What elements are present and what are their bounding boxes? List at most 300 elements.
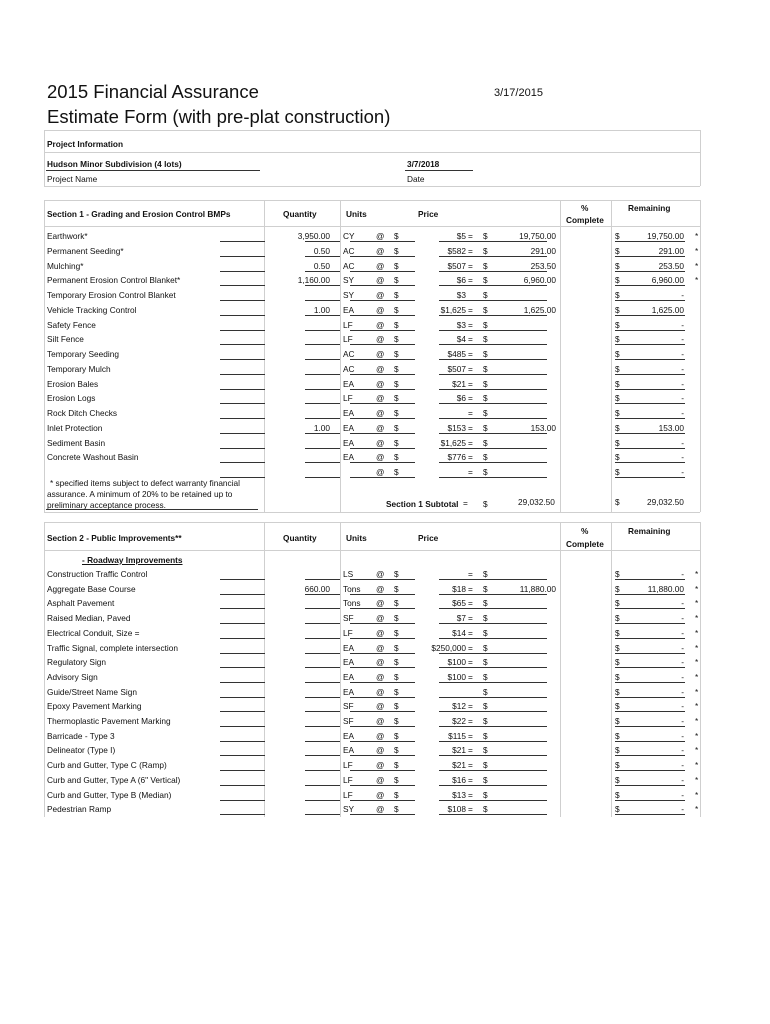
unit-price-cell: $12 <box>452 701 466 712</box>
unit-cell: EA <box>343 408 355 418</box>
unit-price-cell: $65 <box>452 598 466 609</box>
unit-price-cell: $100 <box>447 671 466 682</box>
amount-dollar: $ <box>483 730 488 741</box>
equals-sign: = <box>468 467 473 477</box>
table-row <box>44 757 700 771</box>
section1-subtotal-remaining-dollar: $ <box>615 497 620 507</box>
line-item-name: Temporary Mulch <box>47 363 111 374</box>
line-item-name: Raised Median, Paved <box>47 613 131 624</box>
remaining-dollar: $ <box>615 774 620 785</box>
table-row <box>44 610 700 624</box>
unit-cell: LF <box>343 627 353 638</box>
at-sign: @ <box>376 701 385 712</box>
warranty-asterisk: * <box>695 745 699 756</box>
price-dollar: $ <box>394 686 399 697</box>
remaining-cell: - <box>681 378 684 389</box>
price-dollar: $ <box>394 378 399 389</box>
amount-dollar: $ <box>483 789 488 800</box>
unit-cell: LF <box>343 393 353 404</box>
amount-dollar: $ <box>483 231 488 241</box>
line-item-name: Permanent Erosion Control Blanket* <box>47 275 181 286</box>
section2-col-remaining: Remaining <box>628 526 671 536</box>
section1-col-remaining: Remaining <box>628 203 671 213</box>
remaining-dollar: $ <box>615 378 620 389</box>
remaining-cell: - <box>681 789 684 800</box>
unit-price-cell: $21 <box>452 745 466 756</box>
table-row <box>44 772 700 786</box>
warranty-note-line2: assurance. A minimum of 20% to be retained up to <box>47 489 233 499</box>
at-sign: @ <box>376 408 385 418</box>
unit-cell: AC <box>343 260 355 271</box>
at-sign: @ <box>376 569 385 579</box>
at-sign: @ <box>376 730 385 741</box>
section2-col-units: Units <box>346 533 367 543</box>
line-item-name: Barricade - Type 3 <box>47 730 115 741</box>
remaining-dollar: $ <box>615 760 620 771</box>
section2-col-price: Price <box>418 533 439 543</box>
warranty-asterisk: * <box>695 730 699 741</box>
equals-sign: = <box>468 671 473 682</box>
quantity-cell[interactable]: 1.00 <box>313 422 330 433</box>
quantity-cell[interactable]: 1.00 <box>313 304 330 315</box>
amount-dollar: $ <box>483 627 488 638</box>
project-date-label: Date <box>407 174 425 184</box>
unit-price-cell: $22 <box>452 716 466 726</box>
price-dollar: $ <box>394 452 399 463</box>
unit-price-cell: $4 <box>456 334 466 345</box>
table-row <box>44 272 700 286</box>
table-row <box>44 302 700 316</box>
equals-sign: = <box>468 304 473 315</box>
price-dollar: $ <box>394 716 399 726</box>
unit-cell: EA <box>343 730 355 741</box>
table-row <box>44 228 700 242</box>
equals-sign: = <box>468 730 473 741</box>
amount-dollar: $ <box>483 613 488 624</box>
line-item-name: Erosion Bales <box>47 378 99 389</box>
warranty-asterisk: * <box>695 613 699 624</box>
warranty-asterisk: * <box>695 804 699 815</box>
table-row <box>44 361 700 375</box>
amount-dollar: $ <box>483 349 488 359</box>
unit-cell: SY <box>343 290 355 300</box>
amount-dollar: $ <box>483 716 488 726</box>
warranty-asterisk: * <box>695 275 699 286</box>
unit-price-cell: $6 <box>456 275 466 286</box>
table-row <box>44 346 700 360</box>
table-row <box>44 801 700 815</box>
table-row <box>44 684 700 698</box>
unit-price-cell: $776 <box>447 452 466 463</box>
price-dollar: $ <box>394 642 399 653</box>
remaining-cell: - <box>681 627 684 638</box>
at-sign: @ <box>376 774 385 785</box>
section2-col-quantity: Quantity <box>283 533 317 543</box>
remaining-cell: - <box>681 598 684 609</box>
remaining-dollar: $ <box>615 260 620 271</box>
at-sign: @ <box>376 598 385 609</box>
amount-dollar: $ <box>483 260 488 271</box>
table-row <box>44 390 700 404</box>
amount-dollar: $ <box>483 408 488 418</box>
table-row <box>44 464 700 478</box>
price-dollar: $ <box>394 569 399 579</box>
amount-dollar: $ <box>483 245 488 256</box>
unit-price-cell: $485 <box>447 349 466 359</box>
warranty-asterisk: * <box>695 774 699 785</box>
section1-subtotal-remaining: 29,032.50 <box>647 497 684 507</box>
price-dollar: $ <box>394 701 399 712</box>
quantity-cell[interactable]: 3,950.00 <box>297 231 330 241</box>
unit-price-cell: $7 <box>456 613 466 624</box>
equals-sign: = <box>468 569 473 579</box>
remaining-cell: - <box>681 804 684 815</box>
remaining-dollar: $ <box>615 363 620 374</box>
remaining-cell: - <box>681 408 684 418</box>
amount-dollar: $ <box>483 701 488 712</box>
remaining-cell: 153.00 <box>658 422 684 433</box>
warranty-asterisk: * <box>695 598 699 609</box>
warranty-asterisk: * <box>695 686 699 697</box>
at-sign: @ <box>376 627 385 638</box>
remaining-dollar: $ <box>615 452 620 463</box>
unit-cell: EA <box>343 686 355 697</box>
equals-sign: = <box>468 349 473 359</box>
unit-cell: EA <box>343 657 355 668</box>
remaining-cell: 1,625.00 <box>651 304 684 315</box>
unit-price-cell: $21 <box>452 378 466 389</box>
line-item-name: Regulatory Sign <box>47 657 107 668</box>
price-dollar: $ <box>394 290 399 300</box>
table-row <box>44 669 700 683</box>
price-dollar: $ <box>394 657 399 668</box>
warranty-asterisk: * <box>695 716 699 726</box>
equals-sign: = <box>468 245 473 256</box>
warranty-asterisk: * <box>695 627 699 638</box>
remaining-dollar: $ <box>615 569 620 579</box>
quantity-cell[interactable]: 0.50 <box>313 245 330 256</box>
remaining-cell: - <box>681 745 684 756</box>
equals-sign: = <box>468 716 473 726</box>
warranty-asterisk: * <box>695 569 699 579</box>
at-sign: @ <box>376 642 385 653</box>
amount-dollar: $ <box>483 745 488 756</box>
remaining-cell: - <box>681 730 684 741</box>
table-row <box>44 787 700 801</box>
line-item-name: Earthwork* <box>47 231 88 241</box>
at-sign: @ <box>376 260 385 271</box>
price-dollar: $ <box>394 627 399 638</box>
unit-cell: Tons <box>343 583 361 594</box>
remaining-dollar: $ <box>615 686 620 697</box>
at-sign: @ <box>376 393 385 404</box>
line-item-name: Vehicle Tracking Control <box>47 304 137 315</box>
unit-price-cell: $14 <box>452 627 466 638</box>
section1-col-price: Price <box>418 209 439 219</box>
section1-col-units: Units <box>346 209 367 219</box>
amount-dollar: $ <box>483 686 488 697</box>
warranty-asterisk: * <box>695 231 699 241</box>
remaining-cell: 253.50 <box>658 260 684 271</box>
unit-cell: EA <box>343 745 355 756</box>
warranty-asterisk: * <box>695 260 699 271</box>
equals-sign: = <box>468 260 473 271</box>
at-sign: @ <box>376 716 385 726</box>
remaining-dollar: $ <box>615 583 620 594</box>
price-dollar: $ <box>394 804 399 815</box>
warranty-asterisk: * <box>695 760 699 771</box>
unit-cell: LS <box>343 569 354 579</box>
at-sign: @ <box>376 363 385 374</box>
equals-sign: = <box>468 642 473 653</box>
amount-dollar: $ <box>483 334 488 345</box>
at-sign: @ <box>376 804 385 815</box>
equals-sign: = <box>468 613 473 624</box>
remaining-dollar: $ <box>615 745 620 756</box>
line-item-name: Permanent Seeding* <box>47 245 124 256</box>
unit-cell: AC <box>343 349 355 359</box>
warranty-asterisk: * <box>695 671 699 682</box>
remaining-cell: - <box>681 671 684 682</box>
line-item-name: Pedestrian Ramp <box>47 804 112 815</box>
price-dollar: $ <box>394 598 399 609</box>
unit-price-cell: $5 <box>456 231 466 241</box>
project-info-heading: Project Information <box>47 139 124 149</box>
remaining-dollar: $ <box>615 304 620 315</box>
price-dollar: $ <box>394 275 399 286</box>
remaining-dollar: $ <box>615 437 620 448</box>
remaining-dollar: $ <box>615 275 620 286</box>
at-sign: @ <box>376 467 385 477</box>
remaining-cell: - <box>681 657 684 668</box>
project-date-value[interactable]: 3/7/2018 <box>407 159 440 169</box>
line-item-name: Temporary Erosion Control Blanket <box>47 290 176 300</box>
remaining-cell: - <box>681 701 684 712</box>
section1-title: Section 1 - Grading and Erosion Control BMPs <box>47 209 231 219</box>
unit-cell: SF <box>343 716 354 726</box>
equals-sign: = <box>468 701 473 712</box>
remaining-dollar: $ <box>615 319 620 330</box>
table-row <box>44 728 700 742</box>
remaining-cell: - <box>681 642 684 653</box>
section1-subtotal-dollar: $ <box>483 499 488 509</box>
table-row <box>44 331 700 345</box>
line-item-name: Rock Ditch Checks <box>47 408 118 418</box>
line-item-name: Asphalt Pavement <box>47 598 115 609</box>
amount-dollar: $ <box>483 774 488 785</box>
line-item-name: Temporary Seeding <box>47 349 119 359</box>
unit-price-cell: $507 <box>447 363 466 374</box>
table-row <box>44 317 700 331</box>
quantity-cell[interactable]: 660.00 <box>304 583 330 594</box>
remaining-cell: - <box>681 760 684 771</box>
amount-dollar: $ <box>483 422 488 433</box>
price-dollar: $ <box>394 304 399 315</box>
price-dollar: $ <box>394 408 399 418</box>
form-revision-date: 3/17/2015 <box>494 87 543 99</box>
unit-cell: AC <box>343 245 355 256</box>
line-item-name: Curb and Gutter, Type B (Median) <box>47 789 172 800</box>
quantity-cell[interactable]: 1,160.00 <box>297 275 330 286</box>
project-name-value[interactable]: Hudson Minor Subdivision (4 lots) <box>47 159 182 169</box>
unit-cell: LF <box>343 760 353 771</box>
at-sign: @ <box>376 671 385 682</box>
remaining-dollar: $ <box>615 642 620 653</box>
line-item-name: Erosion Logs <box>47 393 96 404</box>
amount-dollar: $ <box>483 452 488 463</box>
table-row <box>44 258 700 272</box>
equals-sign: = <box>468 804 473 815</box>
line-item-name: Guide/Street Name Sign <box>47 686 137 697</box>
at-sign: @ <box>376 657 385 668</box>
amount-dollar: $ <box>483 304 488 315</box>
table-row <box>44 698 700 712</box>
line-item-name: Electrical Conduit, Size = <box>47 627 140 638</box>
remaining-dollar: $ <box>615 290 620 300</box>
remaining-cell: - <box>681 349 684 359</box>
unit-cell: LF <box>343 319 353 330</box>
remaining-cell: - <box>681 319 684 330</box>
price-dollar: $ <box>394 760 399 771</box>
warranty-asterisk: * <box>695 583 699 594</box>
remaining-dollar: $ <box>615 804 620 815</box>
equals-sign: = <box>468 657 473 668</box>
unit-cell: LF <box>343 789 353 800</box>
remaining-dollar: $ <box>615 334 620 345</box>
unit-price-cell: $153 <box>447 422 466 433</box>
equals-sign: = <box>468 437 473 448</box>
equals-sign: = <box>468 408 473 418</box>
at-sign: @ <box>376 349 385 359</box>
line-item-name: Inlet Protection <box>47 422 103 433</box>
remaining-dollar: $ <box>615 671 620 682</box>
amount-dollar: $ <box>483 569 488 579</box>
quantity-cell[interactable]: 0.50 <box>313 260 330 271</box>
table-row <box>44 287 700 301</box>
remaining-cell: 11,880.00 <box>647 583 684 594</box>
price-dollar: $ <box>394 467 399 477</box>
unit-cell: SF <box>343 701 354 712</box>
at-sign: @ <box>376 686 385 697</box>
remaining-cell: - <box>681 393 684 404</box>
amount-dollar: $ <box>483 290 488 300</box>
remaining-cell: - <box>681 334 684 345</box>
amount-dollar: $ <box>483 760 488 771</box>
equals-sign: = <box>468 452 473 463</box>
line-item-name: Curb and Gutter, Type C (Ramp) <box>47 760 167 771</box>
remaining-cell: - <box>681 290 684 300</box>
warranty-asterisk: * <box>695 789 699 800</box>
warranty-asterisk: * <box>695 245 699 256</box>
remaining-cell: - <box>681 452 684 463</box>
warranty-asterisk: * <box>695 657 699 668</box>
table-row <box>44 654 700 668</box>
amount-dollar: $ <box>483 437 488 448</box>
equals-sign: = <box>468 393 473 404</box>
unit-price-cell: $1,625 <box>440 437 466 448</box>
price-dollar: $ <box>394 422 399 433</box>
amount-dollar: $ <box>483 804 488 815</box>
unit-price-cell: $1,625 <box>440 304 466 315</box>
unit-cell: LF <box>343 334 353 345</box>
equals-sign: = <box>468 422 473 433</box>
amount-dollar: $ <box>483 642 488 653</box>
remaining-dollar: $ <box>615 393 620 404</box>
at-sign: @ <box>376 319 385 330</box>
price-dollar: $ <box>394 393 399 404</box>
table-row <box>44 405 700 419</box>
price-dollar: $ <box>394 363 399 374</box>
remaining-dollar: $ <box>615 716 620 726</box>
unit-price-cell: $18 <box>452 583 466 594</box>
unit-price-cell: $3 <box>456 319 466 330</box>
equals-sign: = <box>468 275 473 286</box>
amount-dollar: $ <box>483 671 488 682</box>
remaining-dollar: $ <box>615 657 620 668</box>
price-dollar: $ <box>394 583 399 594</box>
unit-price-cell: $21 <box>452 760 466 771</box>
amount-cell: 291.00 <box>530 245 556 256</box>
line-item-name: Advisory Sign <box>47 671 98 682</box>
at-sign: @ <box>376 231 385 241</box>
at-sign: @ <box>376 290 385 300</box>
section1-subtotal-label: Section 1 Subtotal <box>386 499 459 509</box>
table-row <box>44 566 700 580</box>
unit-cell: EA <box>343 304 355 315</box>
at-sign: @ <box>376 378 385 389</box>
remaining-cell: - <box>681 363 684 374</box>
unit-cell: Tons <box>343 598 361 609</box>
amount-dollar: $ <box>483 319 488 330</box>
remaining-cell: - <box>681 686 684 697</box>
equals-sign: = <box>468 627 473 638</box>
section1-subtotal-amount: 29,032.50 <box>518 497 555 507</box>
amount-cell: 1,625.00 <box>523 304 556 315</box>
unit-cell: SF <box>343 613 354 624</box>
unit-price-cell: $3 <box>456 290 466 300</box>
at-sign: @ <box>376 304 385 315</box>
equals-sign: = <box>468 319 473 330</box>
price-dollar: $ <box>394 437 399 448</box>
unit-cell: EA <box>343 378 355 389</box>
amount-cell: 19,750.00 <box>519 231 556 241</box>
unit-price-cell: $582 <box>447 245 466 256</box>
line-item-name: Concrete Washout Basin <box>47 452 139 463</box>
remaining-cell: - <box>681 467 684 477</box>
price-dollar: $ <box>394 245 399 256</box>
amount-cell: 153.00 <box>530 422 556 433</box>
section2-title: Section 2 - Public Improvements** <box>47 533 182 543</box>
roadway-improvements-subheader: - Roadway Improvements <box>82 555 183 565</box>
section1-col-pct: % <box>581 203 589 213</box>
unit-price-cell: $115 <box>448 730 466 741</box>
table-row <box>44 420 700 434</box>
at-sign: @ <box>376 437 385 448</box>
remaining-dollar: $ <box>615 349 620 359</box>
section2-col-complete: Complete <box>566 539 604 549</box>
warranty-asterisk: * <box>695 701 699 712</box>
price-dollar: $ <box>394 789 399 800</box>
at-sign: @ <box>376 760 385 771</box>
unit-cell: LF <box>343 774 353 785</box>
at-sign: @ <box>376 745 385 756</box>
line-item-name: Construction Traffic Control <box>47 569 148 579</box>
unit-cell: AC <box>343 363 355 374</box>
table-row <box>44 243 700 257</box>
remaining-cell: 291.00 <box>658 245 684 256</box>
price-dollar: $ <box>394 319 399 330</box>
table-row <box>44 595 700 609</box>
